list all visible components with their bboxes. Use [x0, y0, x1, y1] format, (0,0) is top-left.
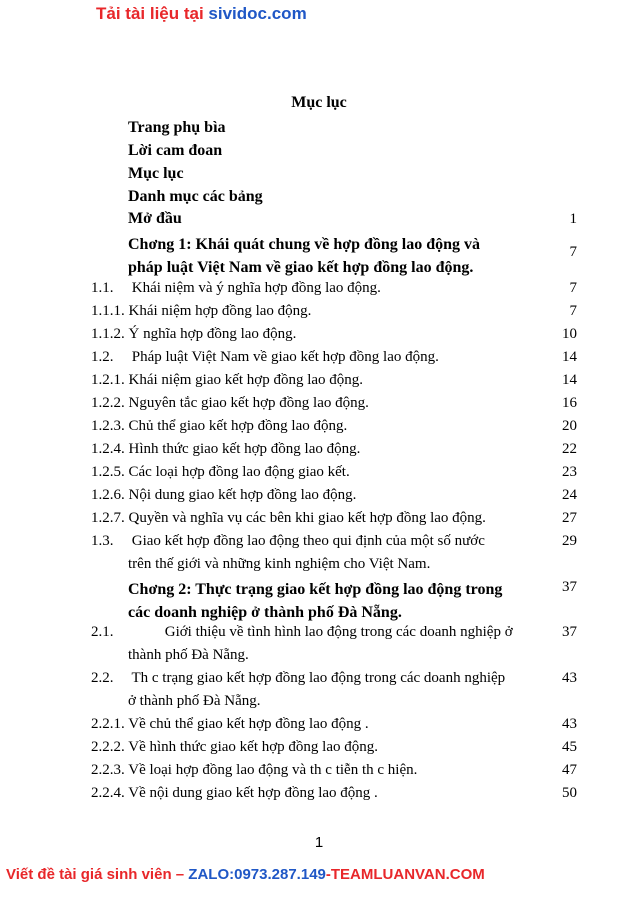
toc-chapter-2-line2: các doanh nghiệp ở thành phố Đà Nẵng.	[128, 604, 402, 621]
toc-entry-text: Giao kết hợp đồng lao động theo qui định của một số nước	[131, 533, 485, 549]
toc-entry-page: 50	[562, 785, 577, 801]
toc-entry	[91, 762, 417, 779]
toc-entry	[91, 303, 311, 320]
toc-entry	[91, 280, 381, 297]
toc-chapter-2-line1: Chơng 2: Thực trạng giao kết hợp đồng lao động trong	[128, 581, 503, 598]
toc-entry-code: 2.2.1.	[91, 716, 125, 732]
toc-tables-list: Danh mục các bảng	[128, 188, 263, 205]
toc-entry-page: 45	[562, 739, 577, 755]
toc-entry-text: Th c trạng giao kết hợp đồng lao động trong các doanh nghiệp	[131, 670, 506, 686]
toc-entry-page: 37	[562, 624, 577, 640]
download-header-link[interactable]: sividoc.com	[208, 4, 307, 23]
toc-entry-text: Nguyên tắc giao kết hợp đồng lao động.	[128, 395, 369, 411]
toc-entry-code: 2.2.3.	[91, 762, 125, 778]
toc-entry-page: 23	[562, 464, 577, 480]
toc-introduction-page: 1	[569, 211, 577, 227]
toc-entry	[91, 349, 439, 366]
toc-entry-text: Ý nghĩa hợp đồng lao động.	[128, 326, 297, 342]
toc-entry-code: 1.2.6.	[91, 487, 125, 503]
toc-entry-text: Về nội dung giao kết hợp đồng lao động .	[128, 785, 378, 801]
toc-entry	[91, 739, 378, 756]
toc-entry-code: 1.1.2.	[91, 326, 125, 342]
toc-entry	[91, 372, 363, 389]
toc-entry	[91, 326, 296, 343]
toc-entry-code: 1.2.2.	[91, 395, 125, 411]
toc-entry	[91, 418, 347, 435]
toc-entry-text: Về loại hợp đồng lao động và th c tiễn th c hiện.	[128, 762, 418, 778]
toc-entry-page: 47	[562, 762, 577, 778]
toc-entry-text: Chủ thể giao kết hợp đồng lao động.	[128, 418, 348, 434]
toc-entry-text: Pháp luật Việt Nam về giao kết hợp đồng lao động.	[131, 349, 439, 365]
toc-entry-code: 2.1.	[91, 624, 114, 640]
toc-introduction: Mở đầu	[128, 210, 182, 227]
toc-entry-page: 22	[562, 441, 577, 457]
promo-footer-site[interactable]: TEAMLUANVAN.COM	[330, 866, 485, 883]
toc-entry-page: 43	[562, 670, 577, 686]
toc-chapter-1	[128, 233, 548, 279]
toc-entry-code: 1.2.1.	[91, 372, 125, 388]
toc-chapter-2-page: 37	[562, 579, 577, 595]
toc-title: Mục lục	[291, 94, 347, 111]
toc-chapter-1-line1: Chơng 1: Khái quát chung về hợp đồng lao động và	[128, 236, 481, 253]
toc-entry-page: 27	[562, 510, 577, 526]
promo-footer	[6, 866, 485, 883]
toc-entry-continuation: trên thế giới và những kinh nghiệm cho Việt Nam.	[128, 556, 431, 572]
toc-declaration: Lời cam đoan	[128, 142, 223, 159]
toc-contents: Mục lục	[128, 165, 184, 182]
toc-entry-page: 16	[562, 395, 577, 411]
toc-chapter-1-line2: pháp luật Việt Nam về giao kết hợp đồng lao động.	[128, 259, 474, 276]
toc-entry	[91, 487, 356, 504]
toc-entry-page: 7	[569, 303, 577, 319]
toc-entry-code: 1.1.1.	[91, 303, 125, 319]
toc-front-cover: Trang phụ bìa	[128, 119, 226, 136]
toc-entry	[91, 624, 513, 641]
promo-footer-separator: -	[325, 866, 331, 883]
toc-entry	[91, 670, 505, 687]
toc-chapter-1-page: 7	[569, 244, 577, 260]
toc-entry-continuation: ở thành phố Đà Nẵng.	[128, 693, 261, 709]
toc-entry-text: Các loại hợp đồng lao động giao kết.	[128, 464, 350, 480]
toc-entry-code: 2.2.2.	[91, 739, 125, 755]
toc-entry-page: 10	[562, 326, 577, 342]
toc-entry-text: Về chủ thể giao kết hợp đồng lao động .	[128, 716, 369, 732]
toc-entry-text: Giới thiệu về tình hình lao động trong các doanh nghiệp ở	[164, 624, 513, 640]
toc-entry-text: Nội dung giao kết hợp đồng lao động.	[128, 487, 357, 503]
toc-entry-page: 20	[562, 418, 577, 434]
toc-entry-text: Hình thức giao kết hợp đồng lao động.	[128, 441, 361, 457]
toc-entry	[91, 510, 486, 527]
page-number: 1	[314, 834, 324, 851]
toc-entry-code: 2.2.	[91, 670, 114, 686]
toc-entry-code: 2.2.4.	[91, 785, 125, 801]
toc-entry-page: 14	[562, 372, 577, 388]
toc-entry-code: 1.1.	[91, 280, 114, 296]
toc-entry-code: 1.3.	[91, 533, 114, 549]
toc-entry-code: 1.2.3.	[91, 418, 125, 434]
toc-entry	[91, 464, 350, 481]
toc-entry	[91, 785, 378, 802]
toc-entry-page: 14	[562, 349, 577, 365]
toc-entry-text: Về hình thức giao kết hợp đồng lao động.	[128, 739, 379, 755]
toc-entry-page: 29	[562, 533, 577, 549]
toc-entry-text: Quyền và nghĩa vụ các bên khi giao kết hợp đồng lao động.	[128, 510, 486, 526]
toc-entry-page: 43	[562, 716, 577, 732]
toc-entry-text: Khái niệm giao kết hợp đồng lao động.	[128, 372, 364, 388]
toc-entry	[91, 441, 360, 458]
toc-entry-code: 1.2.7.	[91, 510, 125, 526]
toc-entry-code: 1.2.4.	[91, 441, 125, 457]
toc-entry-continuation: thành phố Đà Nẵng.	[128, 647, 249, 663]
download-header	[96, 4, 307, 24]
promo-footer-text: Viết đề tài giá sinh viên –	[6, 866, 189, 883]
toc-entry	[91, 716, 369, 733]
toc-entry-page: 7	[569, 280, 577, 296]
toc-entry	[91, 533, 485, 550]
toc-entry-text: Khái niệm và ý nghĩa hợp đồng lao động.	[131, 280, 381, 296]
toc-entry-code: 1.2.5.	[91, 464, 125, 480]
download-header-prefix: Tải tài liệu tại	[96, 4, 209, 23]
toc-entry	[91, 395, 369, 412]
promo-footer-phone[interactable]: ZALO:0973.287.149	[188, 866, 326, 883]
toc-entry-code: 1.2.	[91, 349, 114, 365]
toc-entry-text: Khái niệm hợp đồng lao động.	[128, 303, 312, 319]
toc-entry-page: 24	[562, 487, 577, 503]
toc-chapter-2	[128, 578, 548, 624]
